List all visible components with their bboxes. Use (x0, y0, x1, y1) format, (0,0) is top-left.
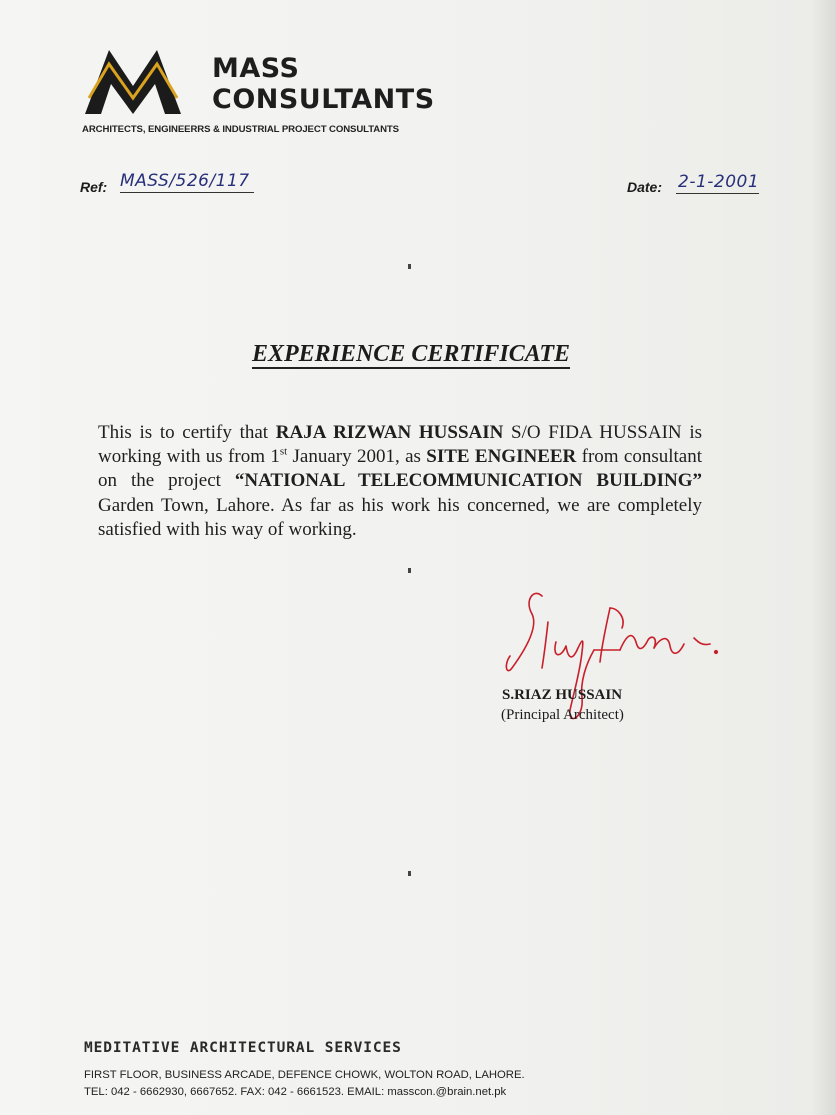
speck (408, 264, 411, 269)
footer-address: FIRST FLOOR, BUSINESS ARCADE, DEFENCE CHOWK, WOLTON ROAD, LAHORE. (84, 1069, 525, 1081)
date-label: Date: (627, 179, 663, 195)
body-text-4: from consultant on the project (98, 446, 702, 492)
body-text-3: January 2001, as (287, 446, 427, 468)
signatory-name: S.RIAZ HUSSAIN (502, 687, 623, 703)
mass-m-logo-icon (85, 48, 181, 114)
body-text-2: S/O FIDA HUSSAIN is working with us from 1 (98, 422, 702, 468)
brand-name (212, 54, 435, 116)
footer-title: MEDITATIVE ARCHITECTURAL SERVICES (84, 1040, 402, 1056)
speck (408, 871, 411, 876)
certificate-body (98, 421, 702, 542)
company-tagline: ARCHITECTS, ENGINEERRS & INDUSTRIAL PROJECT CONSULTANTS (82, 124, 399, 135)
employee-role: SITE ENGINEER (426, 446, 577, 468)
body-text-5: Garden Town, Lahore. As far as his work his concerned, we are completely satisfied with his way of working. (98, 494, 702, 540)
project-name: “NATIONAL TELECOMMUNICATION BUILDING” (234, 470, 703, 492)
brand-line-2: CONSULTANTS (212, 84, 435, 115)
date-value: 2-1-2001 (678, 172, 760, 192)
document-title (0, 341, 836, 368)
document-title-text: EXPERIENCE CERTIFICATE (251, 341, 571, 367)
employee-name: RAJA RIZWAN HUSSAIN (275, 422, 504, 443)
body-text-1: This is to certify that (98, 422, 276, 443)
footer-contact: TEL: 042 - 6662930, 6667652. FAX: 042 - 6661523. EMAIL: masscon.@brain.net.pk (84, 1086, 507, 1098)
ref-label: Ref: (80, 179, 108, 195)
brand-line-1: MASS (212, 53, 300, 84)
ordinal-suffix: st (279, 445, 288, 458)
signatory-title: (Principal Architect) (501, 707, 624, 723)
speck (408, 568, 411, 573)
ref-value: MASS/526/117 (120, 171, 254, 193)
